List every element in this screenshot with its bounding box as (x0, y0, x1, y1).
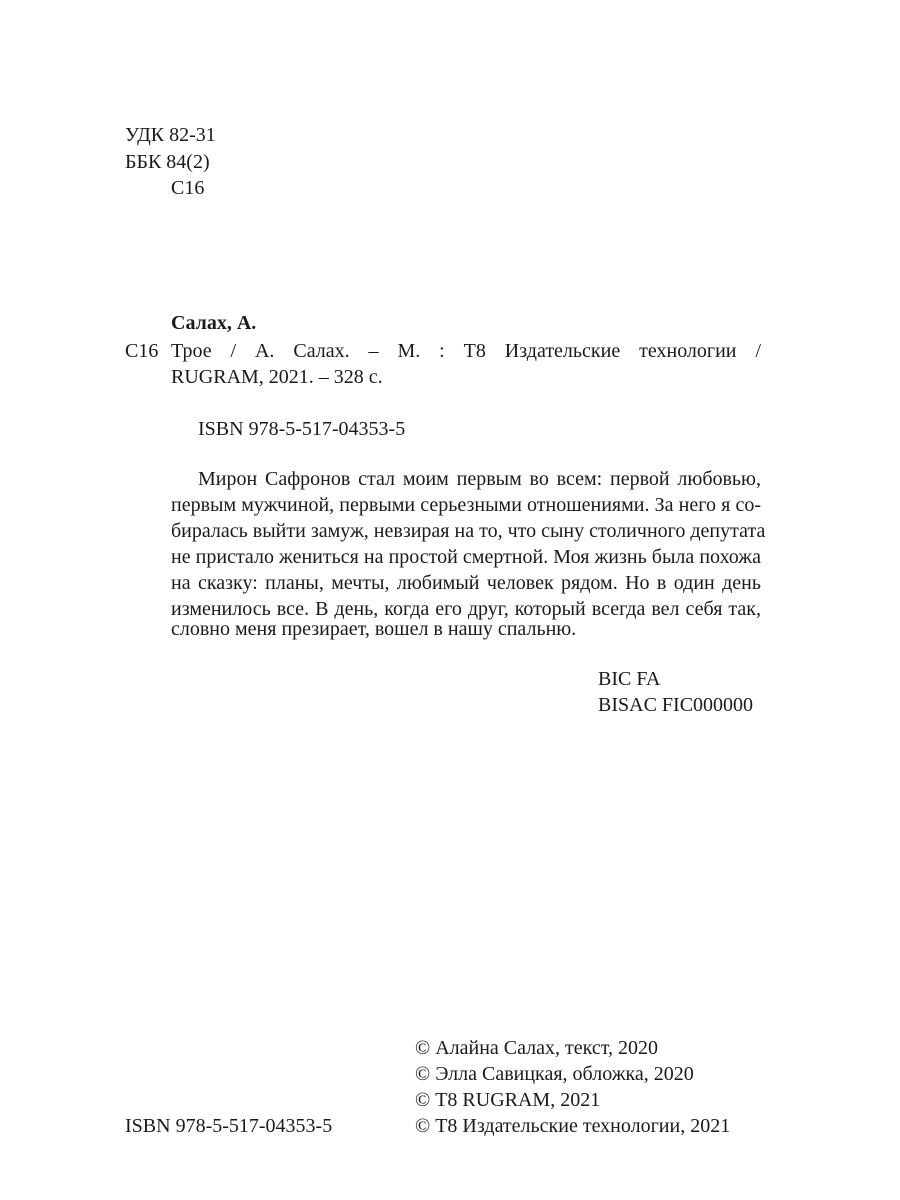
copyright-line: © Алайна Салах, текст, 2020 (415, 1037, 658, 1059)
footer-isbn: ISBN 978-5-517-04353-5 (125, 1115, 333, 1137)
author-heading: Салах, А. (171, 312, 257, 334)
annotation-line: биралась выйти замуж, невзирая на то, что сыну столичного депутата (171, 520, 766, 542)
bic-code: BIC FA (598, 668, 661, 690)
annotation-line: на сказку: планы, мечты, любимый человек рядом. Но в один день (171, 572, 761, 594)
annotation-line: первым мужчиной, первыми серьезными отношениями. За него я со- (171, 494, 761, 516)
bibliography-line-2: RUGRAM, 2021. – 328 с. (171, 366, 383, 388)
annotation-line: изменилось все. В день, когда его друг, который всегда вел себя так, (171, 598, 761, 620)
bibliography-mark: С16 (125, 340, 159, 362)
bisac-code: BISAC FIC000000 (598, 694, 754, 716)
copyright-line: © Т8 Издательские технологии, 2021 (415, 1115, 731, 1137)
author-mark: С16 (171, 177, 205, 199)
annotation-line: Мирон Сафронов стал моим первым во всем: первой любовью, (198, 468, 761, 490)
bibliography-isbn: ISBN 978-5-517-04353-5 (198, 418, 406, 440)
annotation-line: словно меня презирает, вошел в нашу спальню. (171, 618, 577, 640)
copyright-line: © Т8 RUGRAM, 2021 (415, 1089, 601, 1111)
bibliography-line-1: Трое / А. Салах. – М. : Т8 Издательские технологии / (171, 340, 761, 362)
bbk-code: ББК 84(2) (125, 151, 210, 173)
udk-code: УДК 82-31 (125, 124, 216, 146)
copyright-line: © Элла Савицкая, обложка, 2020 (415, 1063, 694, 1085)
annotation-line: не пристало жениться на простой смертной. Моя жизнь была похожа (171, 546, 761, 568)
